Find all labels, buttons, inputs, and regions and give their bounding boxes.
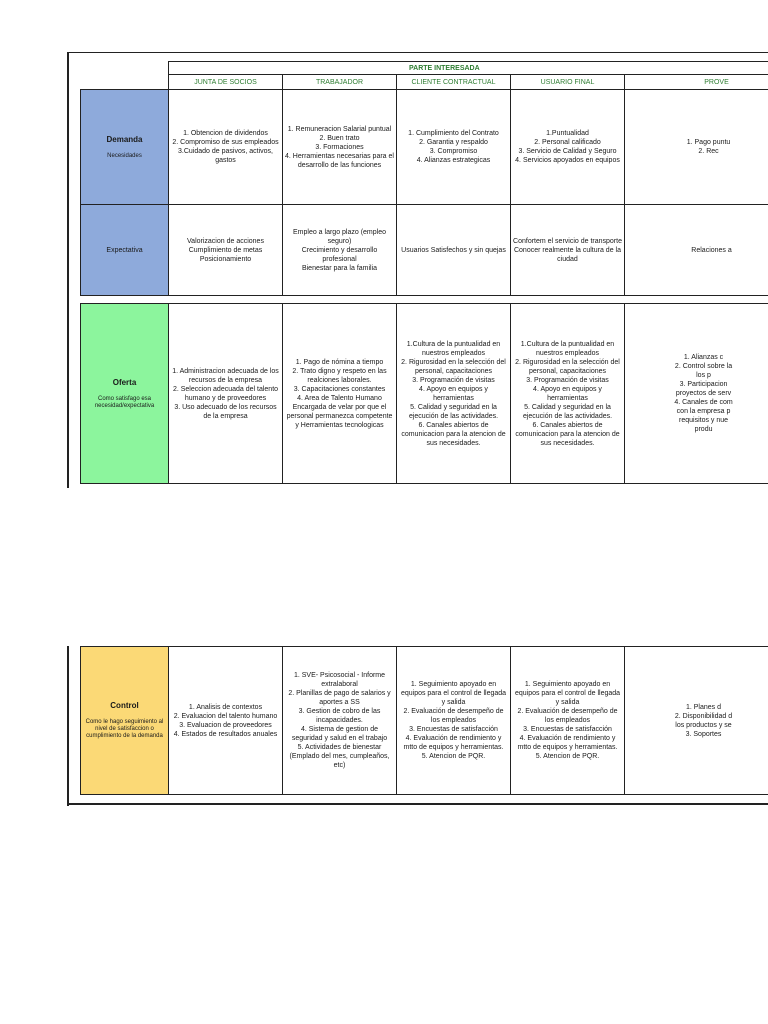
- row-label-expectativa: [81, 205, 169, 296]
- frame-top-line: [67, 52, 768, 53]
- expectativa-title: Expectativa: [106, 246, 143, 254]
- spacer: [397, 296, 511, 304]
- column-header-usuario: USUARIO FINAL: [511, 75, 625, 90]
- row-control: [81, 647, 768, 795]
- stakeholder-matrix-control: [0, 640, 768, 810]
- row-label-demanda: [81, 90, 169, 205]
- spacer: [625, 296, 768, 304]
- oferta-subtitle: Como satisfago esa necesidad/expectativa: [94, 395, 155, 409]
- row-label-oferta: [81, 304, 169, 484]
- spacer: [169, 296, 283, 304]
- spacer: [81, 296, 169, 304]
- row-label-control: [81, 647, 169, 795]
- column-header-proveedores: PROVE: [625, 75, 768, 90]
- control-subtitle: Como le hago seguimiento al nivel de satisfaccion o cumplimiento de la demanda: [85, 719, 164, 739]
- demanda-subtitle: Necesidades: [107, 152, 142, 159]
- cell-expectativa-proveedores: Relaciones a: [625, 205, 768, 296]
- cell-control-cliente: 1. Seguimiento apoyado en equipos para el control de llegada y salida 2. Evaluación de desempeño de los empleados 3. Encuestas de satisfacción 4. Evaluación de rendimiento y mtto de equipos y herramientas. 5. Atencion de PQR.: [397, 647, 511, 795]
- cell-demanda-junta: 1. Obtencion de dividendos 2. Compromiso de sus empleados 3.Cuidado de pasivos, activos, gastos: [169, 90, 283, 205]
- matrix-table: [80, 61, 768, 484]
- cell-oferta-cliente: 1.Cultura de la puntualidad en nuestros empleados 2. Rigurosidad en la selección del personal, capacitaciones 3. Programación de visitas 4. Apoyo en equipos y herramientas 5. Calidad y seguridad en la ejecución de las actividades. 6. Canales abiertos de comunicacion para la atencion de sus necesidades.: [397, 304, 511, 484]
- cell-control-usuario: 1. Seguimiento apoyado en equipos para el control de llegada y salida 2. Evaluación de desempeño de los empleados 3. Encuestas de satisfacción 4. Evaluación de rendimiento y mtto de equipos y herramientas. 5. Atencion de PQR.: [511, 647, 625, 795]
- control-table: [80, 646, 768, 795]
- parte-interesada-header: PARTE INTERESADA: [169, 62, 768, 75]
- cell-oferta-junta: 1. Administracion adecuada de los recursos de la empresa 2. Seleccion adecuada del talento humano y de proveedores 3. Uso adecuado de los recursos de la empresa: [169, 304, 283, 484]
- spacer: [283, 296, 397, 304]
- cell-oferta-usuario: 1.Cultura de la puntualidad en nuestros empleados 2. Rigurosidad en la selección del personal, capacitaciones 3. Programación de visitas 4. Apoyo en equipos y herramientas 5. Calidad y seguridad en la ejecución de las actividades. 6. Canales abiertos de comunicacion para la atencion de sus necesidades.: [511, 304, 625, 484]
- cell-expectativa-usuario: Confortem el servicio de transporte Conocer realmente la cultura de la ciudad: [511, 205, 625, 296]
- spacer: [511, 296, 625, 304]
- cell-expectativa-junta: Valorizacion de acciones Cumplimiento de metas Posicionamiento: [169, 205, 283, 296]
- corner-empty: [81, 62, 169, 75]
- row-demanda: [81, 90, 768, 205]
- cell-expectativa-trabajador: Empleo a largo plazo (empleo seguro) Crecimiento y desarrollo profesional Bienestar para la familia: [283, 205, 397, 296]
- cell-control-trabajador: 1. SVE- Psicosocial - Informe extralaboral 2. Planillas de pago de salarios y aportes a SS 3. Gestion de cobro de las incapacidades. 4. Sistema de gestion de seguridad y salud en el trabajo 5. Actividades de bienestar (Emplado del mes, cumpleaños, etc): [283, 647, 397, 795]
- oferta-title: Oferta: [112, 377, 137, 387]
- corner-empty-2: [81, 75, 169, 90]
- cell-expectativa-cliente: Usuarios Satisfechos y sin quejas: [397, 205, 511, 296]
- cell-control-junta: 1. Analisis de contextos 2. Evaluacion del talento humano 3. Evaluacion de proveedores 4. Estados de resultados anuales: [169, 647, 283, 795]
- cell-demanda-proveedores: 1. Pago puntu 2. Rec: [625, 90, 768, 205]
- column-header-trabajador: TRABAJADOR: [283, 75, 397, 90]
- stakeholder-matrix-top: [0, 0, 768, 500]
- control-title: Control: [110, 701, 139, 710]
- cell-demanda-usuario: 1.Puntualidad 2. Personal calificado 3. Servicio de Calidad y Seguro 4. Servicios apoyados en equipos: [511, 90, 625, 205]
- cell-demanda-cliente: 1. Cumplimiento del Contrato 2. Garantia y respaldo 3. Compromiso 4. Alianzas estrategicas: [397, 90, 511, 205]
- column-header-cliente: CLIENTE CONTRACTUAL: [397, 75, 511, 90]
- cell-control-proveedores: 1. Planes d 2. Disponibilidad d los productos y se 3. Soportes: [625, 647, 768, 795]
- column-header-junta: JUNTA DE SOCIOS: [169, 75, 283, 90]
- demanda-title: Demanda: [106, 134, 143, 144]
- frame-bottom-line-2: [67, 803, 768, 805]
- row-oferta: [81, 304, 768, 484]
- row-expectativa: [81, 205, 768, 296]
- frame-left-line: [67, 52, 69, 488]
- frame-left-line-2: [67, 646, 69, 806]
- cell-oferta-proveedores: 1. Alianzas c 2. Control sobre la los p 3. Participacion proyectos de serv 4. Canales de com con la empresa p requisitos y nue produ: [625, 304, 768, 484]
- cell-demanda-trabajador: 1. Remuneracion Salarial puntual 2. Buen trato 3. Formaciones 4. Herramientas necesarias para el desarrollo de las funciones: [283, 90, 397, 205]
- cell-oferta-trabajador: 1. Pago de nómina a tiempo 2. Trato digno y respeto en las realciones laborales. 3. Capacitaciones constantes 4. Area de Talento Humano Encargada de velar por que el personal permanezca competente y Herramientas tecnologicas: [283, 304, 397, 484]
